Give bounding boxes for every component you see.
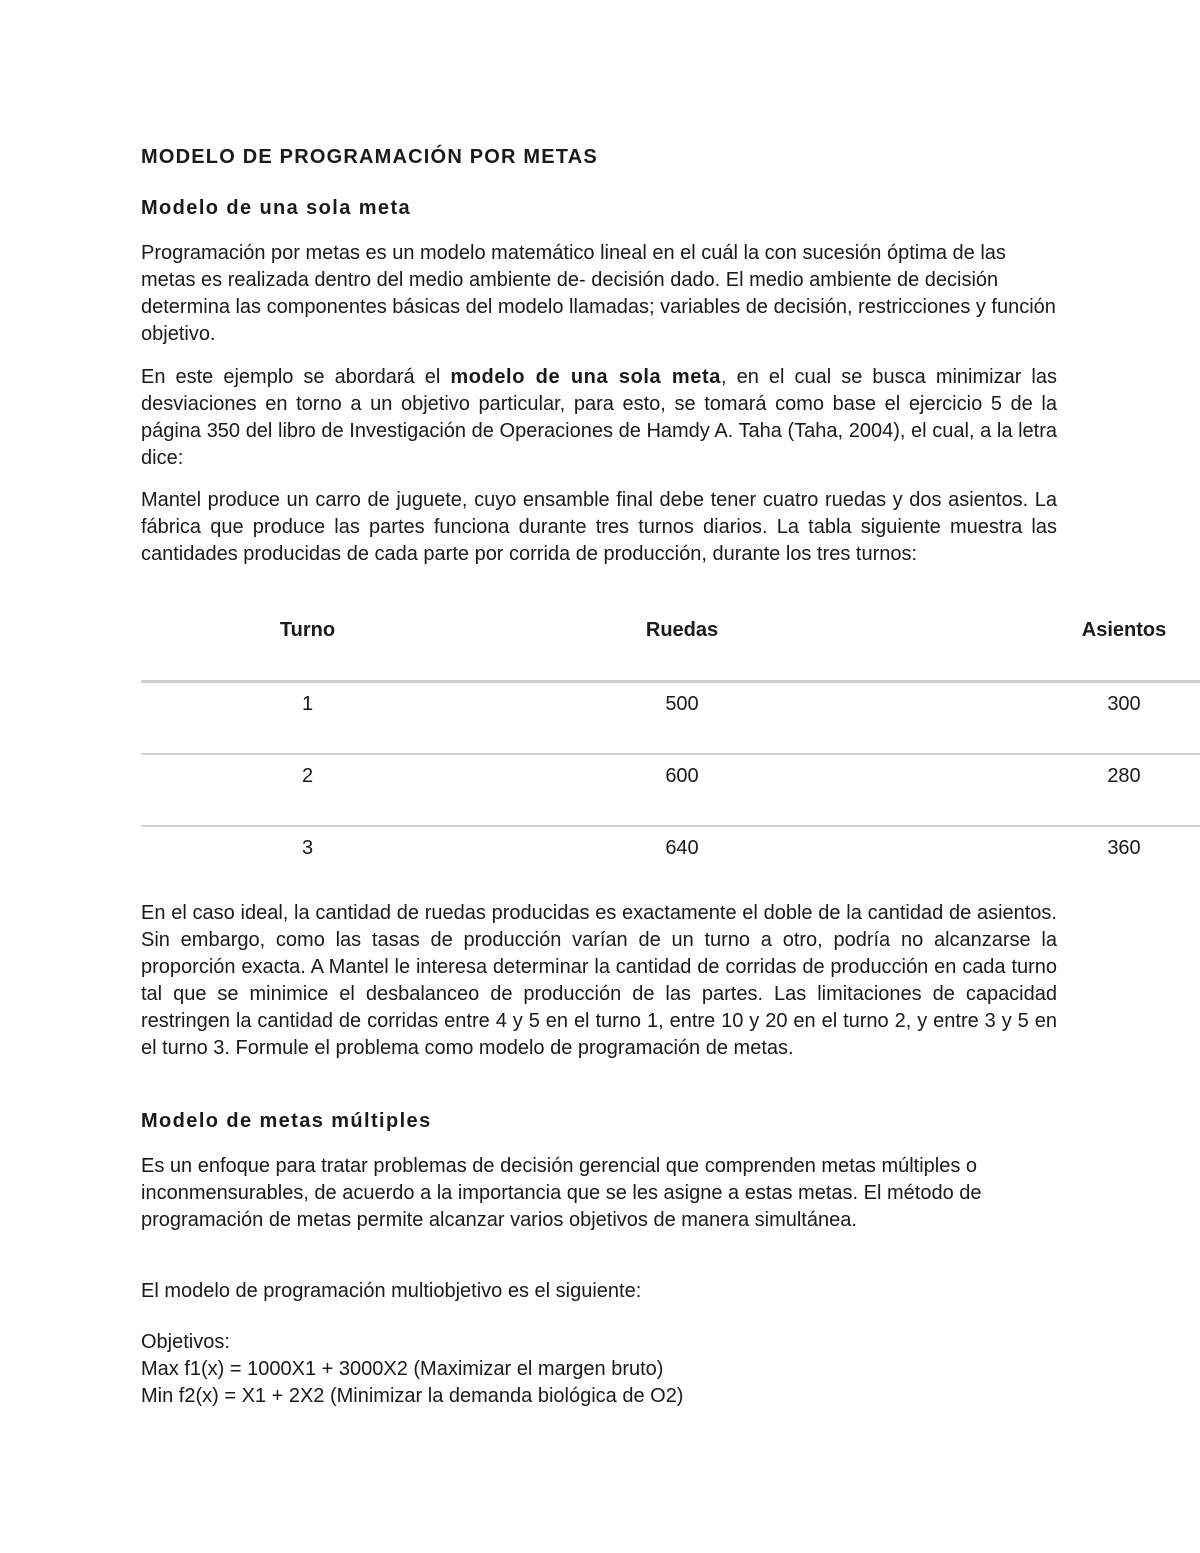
document-title: MODELO DE PROGRAMACIÓN POR METAS [141, 146, 598, 168]
table-header-cell: Ruedas [645, 619, 719, 641]
section-heading-single-goal: Modelo de una sola meta [141, 197, 412, 219]
paragraph-definition: Programación por metas es un modelo matemático lineal en el cuál la con sucesión óptima de las metas es realizada dentro del medio ambiente de- decisión dado. El medio ambiente de decisión determina las componentes básicas del modelo llamadas; variables de decisión, restricciones y función objetivo. [141, 242, 1056, 345]
bold-phrase: modelo de una sola meta [450, 366, 722, 388]
table-cell: 1 [301, 693, 314, 715]
objective-line: Min f2(x) = X1 + 2X2 (Minimizar la demanda biológica de O2) [141, 1385, 684, 1407]
table-row [141, 827, 1200, 897]
table-row [141, 683, 1200, 753]
table-header-row [141, 610, 1200, 680]
table-cell: 3 [301, 837, 314, 859]
table-cell: 500 [665, 693, 699, 715]
paragraph-example-intro [141, 364, 1057, 472]
table-row [141, 755, 1200, 825]
table-cell: 600 [665, 765, 699, 787]
objective-line: Max f1(x) = 1000X1 + 3000X2 (Maximizar el margen bruto) [141, 1358, 664, 1380]
table-cell: 360 [1107, 837, 1141, 859]
table-cell: 640 [665, 837, 699, 859]
section-heading-multiple-goals: Modelo de metas múltiples [141, 1110, 432, 1132]
table-cell: 280 [1107, 765, 1141, 787]
table-header-cell: Turno [279, 619, 336, 641]
paragraph-model-intro: El modelo de programación multiobjetivo es el siguiente: [141, 1280, 642, 1302]
production-table [141, 610, 1200, 897]
paragraph-multiple-goals: Es un enfoque para tratar problemas de decisión gerencial que comprenden metas múltiples o inconmensurables, de acuerdo a la importancia que se les asigne a estas metas. El método de programación de metas permite alcanzar varios objetivos de manera simultánea. [141, 1155, 982, 1231]
objectives-block [141, 1329, 1057, 1410]
table-cell: 300 [1107, 693, 1141, 715]
paragraph-problem-detail: En el caso ideal, la cantidad de ruedas producidas es exactamente el doble de la cantidad de asientos. Sin embargo, como las tasas de producción varían de un turno a otro, podría no alcanzarse la proporción exacta. A Mantel le interesa determinar la cantidad de corridas de producción en cada turno tal que se minimice el desbalanceo de producción de las partes. Las limitaciones de capacidad restringen la cantidad de corridas entre 4 y 5 en el turno 1, entre 10 y 20 en el turno 2, y entre 3 y 5 en el turno 3. Formule el problema como modelo de programación de metas. [141, 902, 1057, 1059]
table-cell: 2 [301, 765, 314, 787]
paragraph-text: En este ejemplo se abordará el [141, 366, 451, 388]
table-header-cell: Asientos [1081, 619, 1167, 641]
paragraph-text: , en el cual se busca minimizar las desviaciones en torno a un objetivo particular, para esto, se tomará como base el ejercicio 5 de la página 350 del libro de Investigación de Operaciones de Hamdy A. Taha (Taha, 2004), el cual, a la letra dice: [141, 366, 1057, 469]
objectives-label: Objetivos: [141, 1331, 230, 1353]
paragraph-problem-statement: Mantel produce un carro de juguete, cuyo ensamble final debe tener cuatro ruedas y dos asientos. La fábrica que produce las partes funciona durante tres turnos diarios. La tabla siguiente muestra las cantidades producidas de cada parte por corrida de producción, durante los tres turnos: [141, 489, 1057, 565]
